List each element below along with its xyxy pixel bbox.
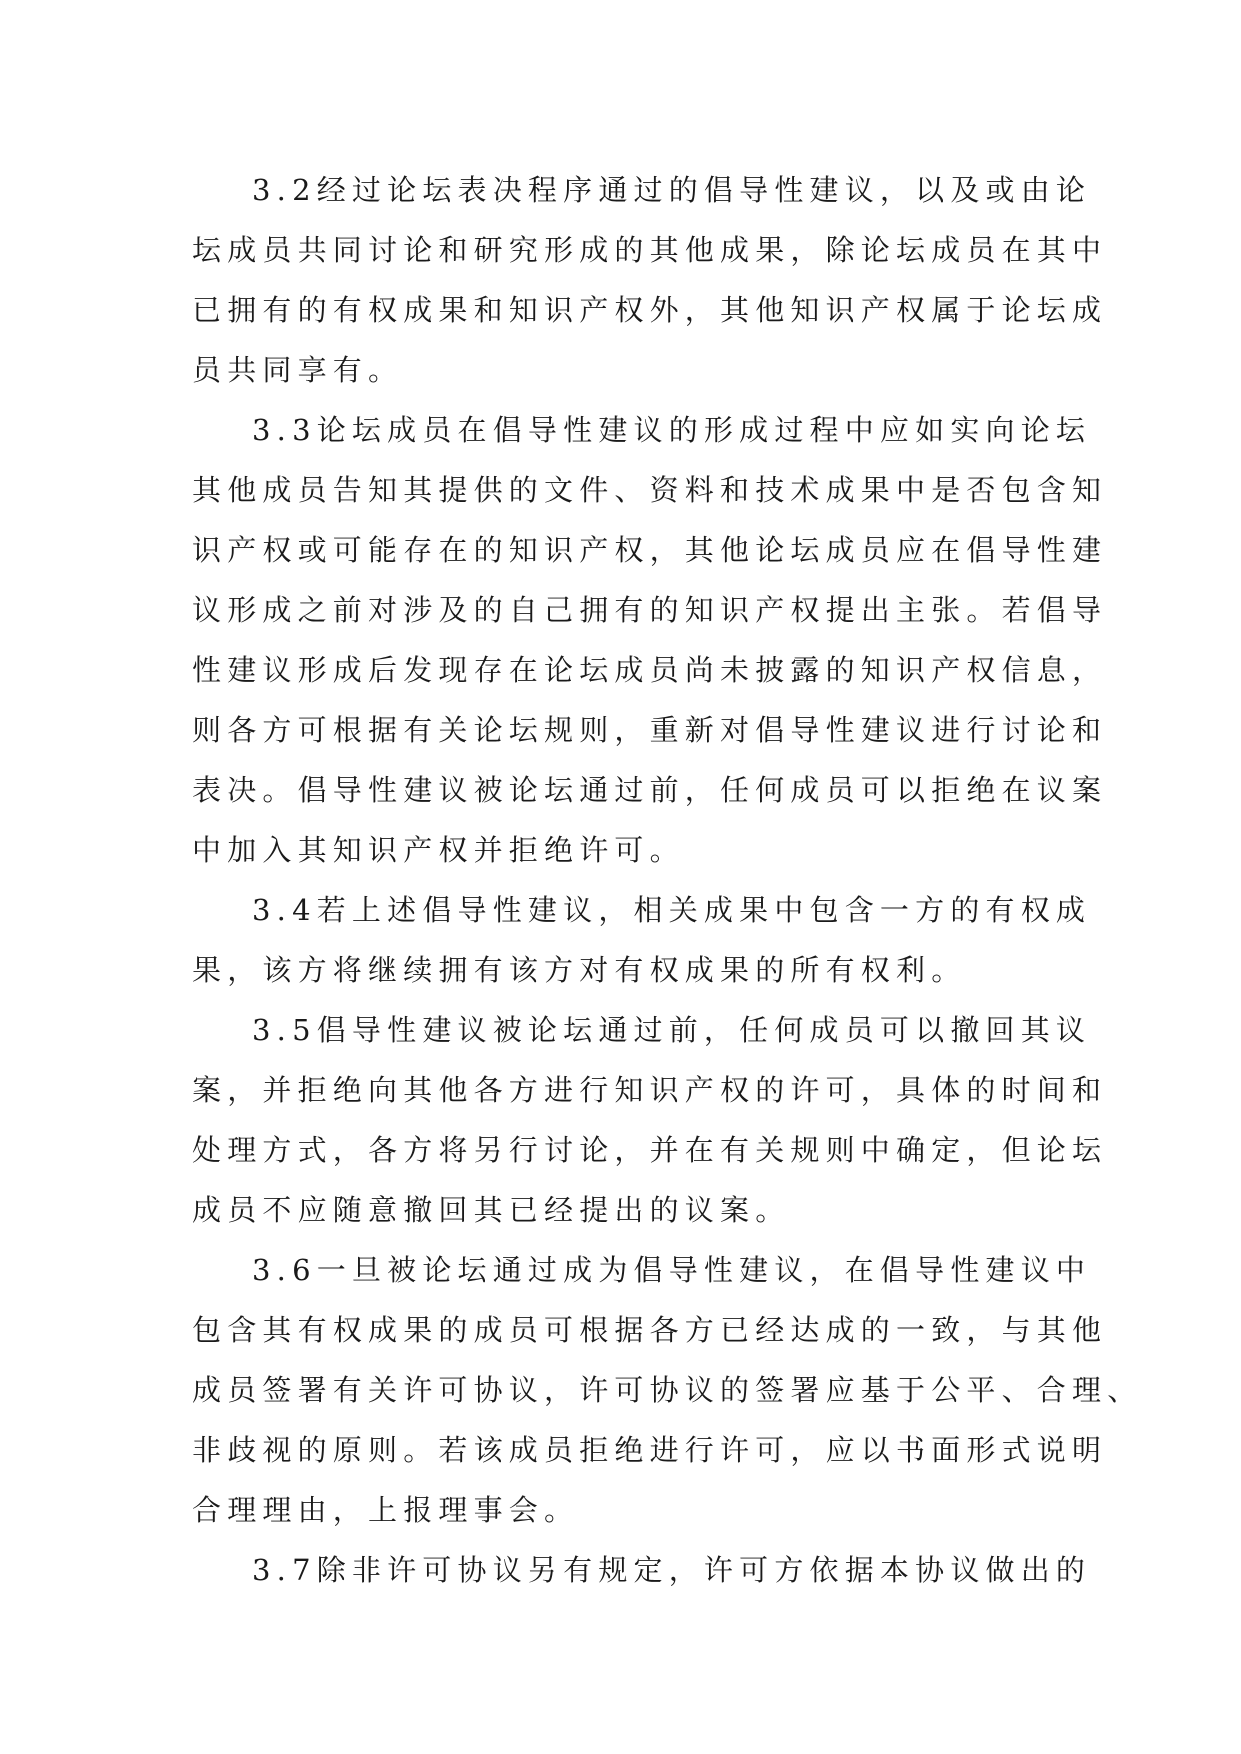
text-line: 其他成员告知其提供的文件、资料和技术成果中是否包含知 xyxy=(192,473,1108,507)
text-line: 3.7除非许可协议另有规定，许可方依据本协议做出的 xyxy=(252,1553,1092,1587)
document-body xyxy=(192,160,1143,1600)
text-line: 处理方式，各方将另行讨论，并在有关规则中确定，但论坛 xyxy=(192,1133,1108,1167)
text-line: 成员签署有关许可协议，许可协议的签署应基于公平、合理、 xyxy=(192,1373,1143,1407)
text-line: 果，该方将继续拥有该方对有权成果的所有权利。 xyxy=(192,953,967,987)
text-line: 坛成员共同讨论和研究形成的其他成果，除论坛成员在其中 xyxy=(192,233,1108,267)
text-line: 非歧视的原则。若该成员拒绝进行许可，应以书面形式说明 xyxy=(192,1433,1108,1467)
clause-3-5 xyxy=(192,1000,1108,1240)
text-line: 3.6一旦被论坛通过成为倡导性建议，在倡导性建议中 xyxy=(252,1253,1092,1287)
clause-3-3 xyxy=(192,400,1108,880)
clause-3-4 xyxy=(192,880,1092,1000)
text-line: 案，并拒绝向其他各方进行知识产权的许可，具体的时间和 xyxy=(192,1073,1108,1107)
clause-3-7 xyxy=(192,1540,1092,1600)
text-line: 包含其有权成果的成员可根据各方已经达成的一致，与其他 xyxy=(192,1313,1108,1347)
clause-3-2 xyxy=(192,160,1108,400)
text-line: 识产权或可能存在的知识产权，其他论坛成员应在倡导性建 xyxy=(192,533,1108,567)
text-line: 已拥有的有权成果和知识产权外，其他知识产权属于论坛成 xyxy=(192,293,1108,327)
text-line: 合理理由，上报理事会。 xyxy=(192,1493,580,1527)
text-line: 表决。倡导性建议被论坛通过前，任何成员可以拒绝在议案 xyxy=(192,773,1108,807)
text-line: 3.3论坛成员在倡导性建议的形成过程中应如实向论坛 xyxy=(252,413,1092,447)
text-line: 议形成之前对涉及的自己拥有的知识产权提出主张。若倡导 xyxy=(192,593,1108,627)
text-line: 3.4若上述倡导性建议，相关成果中包含一方的有权成 xyxy=(252,893,1092,927)
text-line: 性建议形成后发现存在论坛成员尚未披露的知识产权信息， xyxy=(192,653,1108,687)
text-line: 3.5倡导性建议被论坛通过前，任何成员可以撤回其议 xyxy=(252,1013,1092,1047)
text-line: 员共同享有。 xyxy=(192,353,404,387)
text-line: 则各方可根据有关论坛规则，重新对倡导性建议进行讨论和 xyxy=(192,713,1108,747)
clause-3-6 xyxy=(192,1240,1143,1540)
text-line: 3.2经过论坛表决程序通过的倡导性建议，以及或由论 xyxy=(252,173,1092,207)
text-line: 中加入其知识产权并拒绝许可。 xyxy=(192,833,685,867)
text-line: 成员不应随意撤回其已经提出的议案。 xyxy=(192,1193,791,1227)
